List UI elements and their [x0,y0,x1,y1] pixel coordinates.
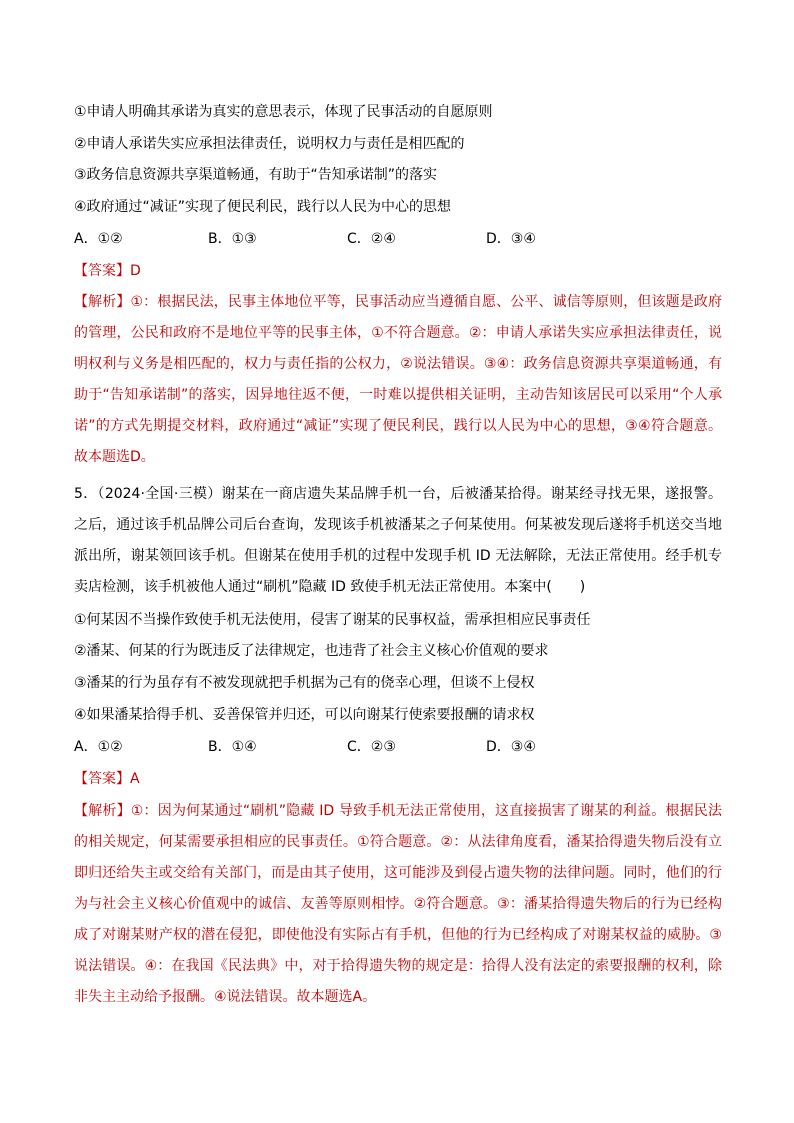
q5-item-4: ④如果潘某拾得手机、妥善保管并归还，可以向谢某行使索要报酬的请求权 [74,707,535,723]
q4-analysis [74,287,722,473]
q4-answer-tag: 【答案】 [74,263,130,279]
q4-option-a: A．①② [74,231,123,247]
q5-analysis-text: ①：因为何某通过“刷机”隐藏 ID 导致手机无法正常使用，这直接损害了谢某的利益。根据民法的相关规定，何某需要承担相应的民事责任。①符合题意。②：从法律角度看，潘某拾得遗失物后没有立即归还给失主或交给有关部门，而是由其子使用，这可能涉及到侵占遗失物的法律问题。同时，他们的行为与社会主义核心价值观中的诚信、友善等原则相悖。②符合题意。③：潘某拾得遗失物后的行为已经构成了对谢某财产权的潜在侵犯，即使他没有实际占有手机，但他的行为已经构成了对谢某权益的威胁。③说法错误。④：在我国《民法典》中，对于拾得遗失物的规定是：拾得人没有法定的索要报酬的权利，除非失主主动给予报酬。④说法错误。故本题选A。 [74,803,722,1005]
q4-option-b: B．①③ [208,231,257,247]
q4-option-c: C．②④ [347,231,396,247]
q4-item-4: ④政府通过“减证”实现了便民利民，践行以人民为中心的思想 [74,199,452,215]
q4-item-2: ②申请人承诺失实应承担法律责任，说明权力与责任是相匹配的 [74,136,465,152]
q5-answer-tag: 【答案】 [74,771,130,787]
q5-option-b: B．①④ [208,739,257,755]
q5-item-2: ②潘某、何某的行为既违反了法律规定，也违背了社会主义核心价值观的要求 [74,643,549,659]
q4-item-3: ③政务信息资源共享渠道畅通，有助于“告知承诺制”的落实 [74,167,438,183]
q4-answer [74,261,141,281]
q5-analysis-tag: 【解析】 [74,803,131,819]
q5-item-3: ③潘某的行为虽存有不被发现就把手机据为己有的侥幸心理，但谈不上侵权 [74,675,535,691]
q5-option-c: C．②③ [347,739,396,755]
q4-item-1: ①申请人明确其承诺为真实的意思表示，体现了民事活动的自愿原则 [74,104,493,120]
q5-option-d: D．③④ [486,739,536,755]
q4-option-d: D．③④ [486,231,536,247]
q5-item-1: ①何某因不当操作致使手机无法使用，侵害了谢某的民事权益，需承担相应民事责任 [74,612,591,628]
q5-analysis [74,796,722,1013]
q5-stem: 5．（2024·全国·三模）谢某在一商店遗失某品牌手机一台，后被潘某拾得。谢某经寻找无果，遂报警。之后，通过该手机品牌公司后台查询，发现该手机被潘某之子何某使用。何某被发现后遂将手机送交当地派出所，谢某领回该手机。但谢某在使用手机的过程中发现手机 ID 无法解除，无法正常使用。经手机专卖店检测，该手机被他人通过“刷机”隐藏 ID 致使手机无法正常使用。本案中( ) [74,486,722,595]
q5-answer [74,769,140,789]
q4-analysis-tag: 【解析】 [74,294,131,310]
q4-answer-value: D [130,263,141,279]
q4-analysis-text: ①：根据民法，民事主体地位平等，民事活动应当遵循自愿、公平、诚信等原则，但该题是政府的管理，公民和政府不是地位平等的民事主体，①不符合题意。②：申请人承诺失实应承担法律责任，说明权利与义务是相匹配的，权力与责任指的公权力，②说法错误。③④：政务信息资源共享渠道畅通，有助于“告知承诺制”的落实，因异地往返不便，一时难以提供相关证明，主动告知该居民可以采用“个人承诺”的方式先期提交材料，政府通过“减证”实现了便民利民，践行以人民为中心的思想，③④符合题意。故本题选D。 [74,294,722,465]
q5-option-a: A．①② [74,739,123,755]
q5-answer-value: A [130,771,140,787]
